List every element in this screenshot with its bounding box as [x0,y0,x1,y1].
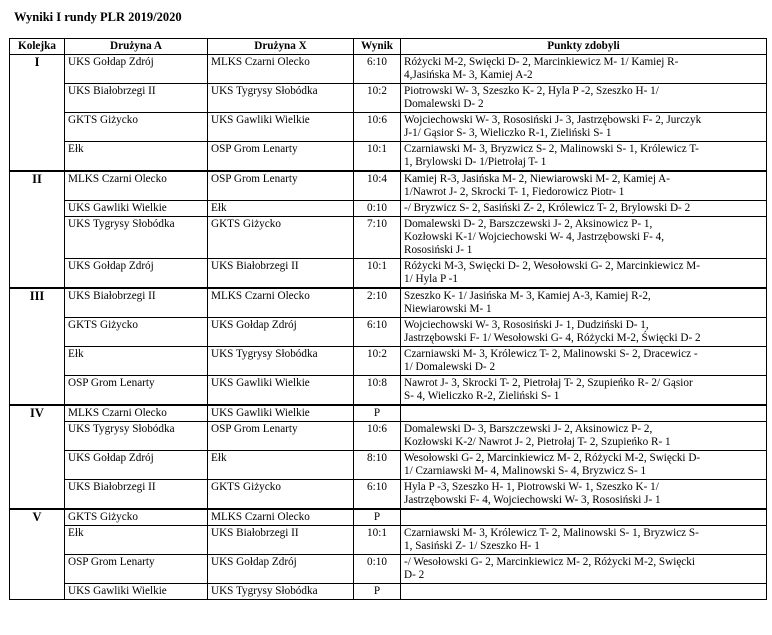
team-a-cell: UKS Gołdap Zdrój [65,451,208,480]
points-line: 1/Nawrot J- 2, Skrocki T- 1, Fiedorowicz Piotr- 1 [404,186,625,198]
score-cell: 8:10 [354,451,401,480]
score-cell: P [354,584,401,600]
team-x-cell: UKS Gołdap Zdrój [208,555,354,584]
points-cell [401,171,767,201]
score-cell: 10:8 [354,376,401,406]
score-cell: 6:10 [354,480,401,510]
points-cell [401,288,767,318]
points-line: Czarniawski M- 3, Królewicz T- 2, Malinowski S- 2, Dracewicz - [404,348,698,360]
score-cell: 6:10 [354,318,401,347]
team-x-cell: GKTS Giżycko [208,480,354,510]
score-cell: 10:1 [354,142,401,172]
table-row [10,171,767,201]
team-a-cell: OSP Grom Lenarty [65,376,208,406]
points-line: Piotrowski W- 3, Szeszko K- 2, Hyla P -2, Szeszko H- 1/ [404,85,659,97]
points-cell [401,318,767,347]
team-x-cell: UKS Białobrzegi II [208,526,354,555]
points-cell [401,584,767,600]
round-label: III [10,288,65,405]
points-line: S- 4, Wieliczko R-2, Zieliński S- 1 [404,390,560,402]
points-line: Różycki M-3, Swięcki D- 2, Wesołowski G- 2, Marcinkiewicz M- [404,260,700,272]
points-cell [401,405,767,422]
points-line: -/ Bryzwicz S- 2, Sasiński Z- 2, Królewicz T- 2, Brylowski D- 2 [404,202,691,214]
score-cell: 10:1 [354,259,401,289]
header-points: Punkty zdobyli [401,39,767,55]
score-cell: 10:1 [354,526,401,555]
table-row [10,259,767,289]
team-x-cell: UKS Gawliki Wielkie [208,376,354,406]
points-cell [401,113,767,142]
points-line: Kozłowski K-2/ Nawrot J- 2, Pietrołaj T- 2, Szupieńko R- 1 [404,436,671,448]
table-row [10,480,767,510]
table-row [10,555,767,584]
score-cell: 10:4 [354,171,401,201]
table-row [10,376,767,406]
team-x-cell: GKTS Giżycko [208,217,354,259]
team-x-cell: Ełk [208,451,354,480]
points-cell [401,259,767,289]
points-line: -/ Wesołowski G- 2, Marcinkiewicz M- 2, Różycki M-2, Swięcki [404,556,695,568]
round-label: V [10,509,65,600]
team-a-cell: GKTS Giżycko [65,318,208,347]
score-cell: P [354,405,401,422]
team-x-cell: MLKS Czarni Olecko [208,509,354,526]
points-cell [401,451,767,480]
table-row [10,526,767,555]
table-row [10,451,767,480]
points-cell [401,347,767,376]
team-x-cell: UKS Tygrysy Słobódka [208,84,354,113]
team-a-cell: UKS Gawliki Wielkie [65,584,208,600]
table-row [10,55,767,84]
team-x-cell: UKS Gawliki Wielkie [208,113,354,142]
table-row [10,113,767,142]
points-line: Wojciechowski W- 3, Rososiński J- 3, Jastrzębowski F- 2, Jurczyk [404,114,702,126]
round-label: IV [10,405,65,509]
points-line: Domalewski D- 3, Barszczewski J- 2, Aksinowicz P- 2, [404,423,653,435]
score-cell: 10:2 [354,84,401,113]
points-line: D- 2 [404,569,425,581]
round-label: I [10,55,65,172]
team-x-cell: OSP Grom Lenarty [208,142,354,172]
points-line: 1/ Czarniawski M- 4, Malinowski S- 4, Bryzwicz S- 1 [404,465,647,477]
header-row [10,39,767,55]
score-cell: 0:10 [354,555,401,584]
team-x-cell: UKS Gołdap Zdrój [208,318,354,347]
points-line: 4,Jasińska M- 3, Kamiej A-2 [404,69,533,81]
team-a-cell: UKS Białobrzegi II [65,84,208,113]
table-row [10,217,767,259]
points-line: Jastrzębowski F- 4, Wojciechowski W- 3, Rososiński J- 1 [404,494,661,506]
points-line: 1, Brylowski D- 1/Pietrołaj T- 1 [404,156,547,168]
table-row [10,201,767,217]
points-line: Hyla P -3, Szeszko H- 1, Piotrowski W- 1, Szeszko K- 1/ [404,481,659,493]
points-line: Niewiarowski M- 1 [404,303,492,315]
points-line: Kozłowski K-1/ Wojciechowski W- 4, Jastrzębowski F- 4, [404,231,665,243]
team-x-cell: Ełk [208,201,354,217]
team-x-cell: MLKS Czarni Olecko [208,55,354,84]
points-line: 1/ Domalewski D- 2 [404,361,496,373]
points-cell [401,142,767,172]
score-cell: 0:10 [354,201,401,217]
score-cell: P [354,509,401,526]
points-line: Rososiński J- 1 [404,244,473,256]
score-cell: 6:10 [354,55,401,84]
results-table [9,38,767,600]
header-score: Wynik [354,39,401,55]
team-x-cell: UKS Gawliki Wielkie [208,405,354,422]
header-team-x: Drużyna X [208,39,354,55]
results-body [10,55,767,600]
table-row [10,509,767,526]
team-a-cell: Ełk [65,142,208,172]
team-a-cell: UKS Gawliki Wielkie [65,201,208,217]
header-team-a: Drużyna A [65,39,208,55]
points-cell [401,376,767,406]
table-row [10,288,767,318]
team-x-cell: UKS Tygrysy Słobódka [208,584,354,600]
team-a-cell: UKS Gołdap Zdrój [65,55,208,84]
header-round: Kolejka [10,39,65,55]
score-cell: 10:6 [354,113,401,142]
table-row [10,405,767,422]
team-a-cell: UKS Tygrysy Słobódka [65,422,208,451]
points-line: Różycki M-2, Swięcki D- 2, Marcinkiewicz M- 1/ Kamiej R- [404,56,679,68]
team-a-cell: MLKS Czarni Olecko [65,405,208,422]
team-a-cell: UKS Białobrzegi II [65,480,208,510]
points-line: Domalewski D- 2, Barszczewski J- 2, Aksinowicz P- 1, [404,218,653,230]
score-cell: 10:6 [354,422,401,451]
table-row [10,318,767,347]
points-line: J-1/ Gąsior S- 3, Wieliczko R-1, Zieliński S- 1 [404,127,612,139]
score-cell: 10:2 [354,347,401,376]
points-cell [401,480,767,510]
team-x-cell: OSP Grom Lenarty [208,422,354,451]
points-line: 1, Sasiński Z- 1/ Szeszko H- 1 [404,540,540,552]
points-cell [401,217,767,259]
team-a-cell: UKS Tygrysy Słobódka [65,217,208,259]
points-cell [401,509,767,526]
points-line: Czarniawski M- 3, Królewicz T- 2, Malinowski S- 1, Bryzwicz S- [404,527,699,539]
points-cell [401,201,767,217]
points-line: Wesołowski G- 2, Marcinkiewicz M- 2, Różycki M-2, Swięcki D- [404,452,701,464]
points-line: Kamiej R-3, Jasińska M- 2, Niewiarowski M- 2, Kamiej A- [404,173,670,185]
team-x-cell: UKS Tygrysy Słobódka [208,347,354,376]
points-cell [401,84,767,113]
points-line: Szeszko K- 1/ Jasińska M- 3, Kamiej A-3, Kamiej R-2, [404,290,651,302]
page-title: Wyniki I rundy PLR 2019/2020 [14,10,182,24]
table-row [10,584,767,600]
table-row [10,142,767,172]
team-a-cell: Ełk [65,526,208,555]
points-cell [401,526,767,555]
points-line: Wojciechowski W- 3, Rososiński J- 1, Dudziński D- 1, [404,319,649,331]
team-x-cell: UKS Białobrzegi II [208,259,354,289]
points-line: Domalewski D- 2 [404,98,484,110]
points-line: Jastrzębowski F- 1/ Wesołowski G- 4, Różycki M-2, Święcki D- 2 [404,332,701,344]
points-cell [401,422,767,451]
points-cell [401,55,767,84]
points-line: Czarniawski M- 3, Bryzwicz S- 2, Malinowski S- 1, Królewicz T- [404,143,699,155]
team-a-cell: OSP Grom Lenarty [65,555,208,584]
team-a-cell: Ełk [65,347,208,376]
team-a-cell: UKS Gołdap Zdrój [65,259,208,289]
points-line: Nawrot J- 3, Skrocki T- 2, Pietrołaj T- 2, Szupieńko R- 2/ Gąsior [404,377,693,389]
team-x-cell: OSP Grom Lenarty [208,171,354,201]
team-a-cell: UKS Białobrzegi II [65,288,208,318]
score-cell: 2:10 [354,288,401,318]
table-row [10,422,767,451]
team-a-cell: GKTS Giżycko [65,509,208,526]
team-a-cell: GKTS Giżycko [65,113,208,142]
team-a-cell: MLKS Czarni Olecko [65,171,208,201]
points-cell [401,555,767,584]
points-line: 1/ Hyla P -1 [404,273,458,285]
table-row [10,347,767,376]
table-row [10,84,767,113]
round-label: II [10,171,65,288]
team-x-cell: MLKS Czarni Olecko [208,288,354,318]
score-cell: 7:10 [354,217,401,259]
